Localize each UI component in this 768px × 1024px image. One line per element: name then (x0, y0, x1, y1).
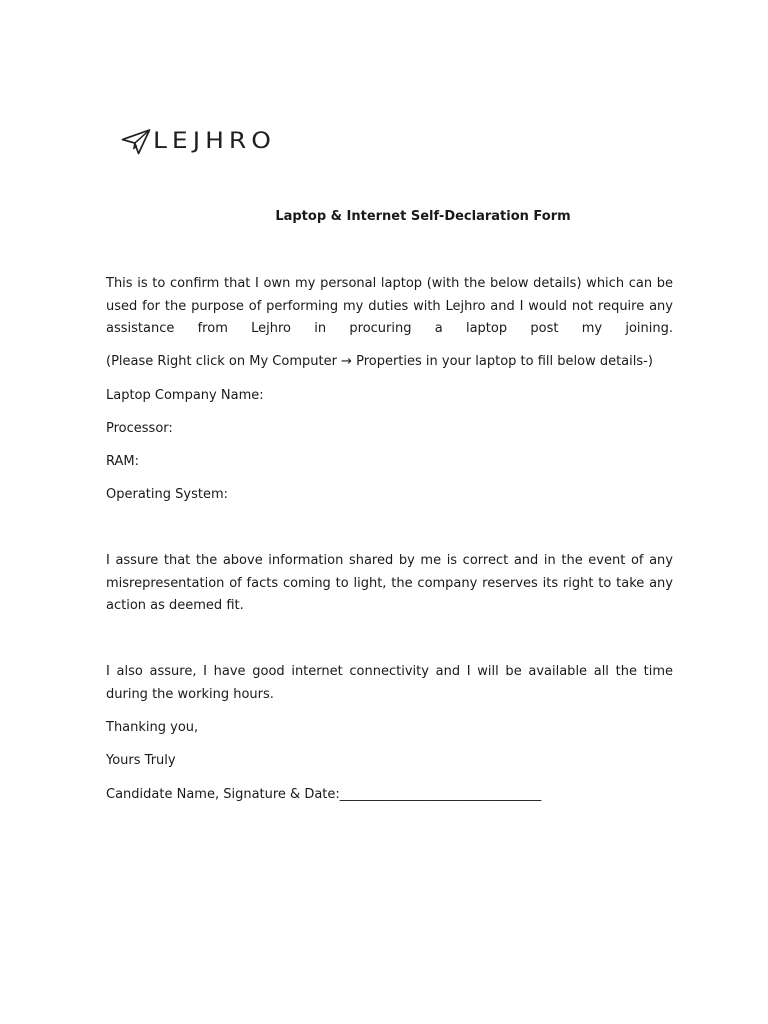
instruction-text: (Please Right click on My Computer → Properties in your laptop to fill below details-) (106, 354, 653, 369)
signature-line: Candidate Name, Signature & Date:_______________________________ (106, 787, 542, 802)
paper-plane-icon (121, 126, 151, 156)
closing-thanks: Thanking you, (106, 720, 199, 735)
ram-field: RAM: (106, 454, 139, 469)
connectivity-paragraph: I also assure, I have good internet connectivity and I will be available all the time during the working hours. (106, 664, 673, 702)
laptop-company-field: Laptop Company Name: (106, 388, 264, 403)
processor-field: Processor: (106, 421, 173, 436)
company-logo (121, 126, 276, 156)
closing-yours: Yours Truly (106, 753, 176, 768)
logo-wordmark: LEJHRO (153, 127, 276, 154)
page-title: Laptop & Internet Self-Declaration Form (275, 209, 571, 224)
operating-system-field: Operating System: (106, 487, 228, 502)
intro-paragraph: This is to confirm that I own my personal laptop (with the below details) which can be used for the purpose of performing my duties with Lejhro and I would not require any assistance from Lejhro in procuring a laptop post my joining. (106, 276, 673, 336)
assurance-paragraph: I assure that the above information shared by me is correct and in the event of any misrepresentation of facts coming to light, the company reserves its right to take any action as deemed fit. (106, 553, 673, 613)
